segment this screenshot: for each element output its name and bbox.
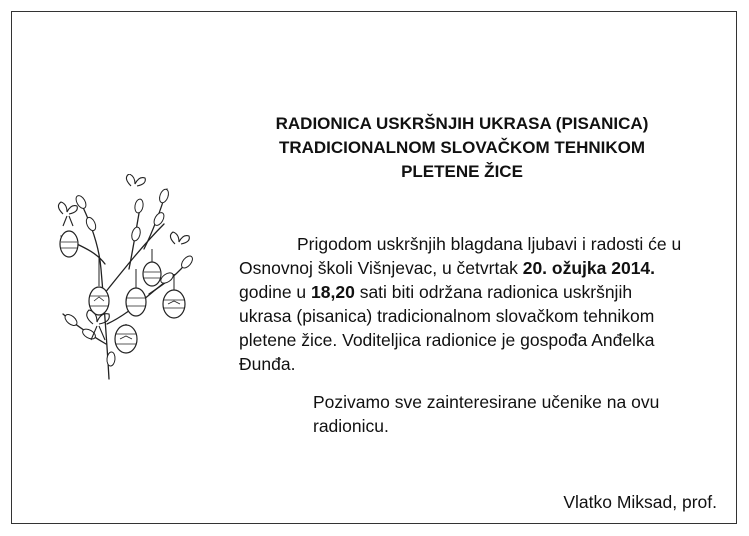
signature: Vlatko Miksad, prof. xyxy=(563,492,717,512)
paragraph-line: pletene žice. Voditeljica radionice je gospođa Anđelka xyxy=(239,330,655,350)
invitation-text xyxy=(313,390,733,438)
announcement-paragraph xyxy=(239,232,742,376)
event-time: 18,20 xyxy=(311,282,355,302)
notice-frame xyxy=(11,11,737,524)
title-line: TRADICIONALNOM SLOVAČKOM TEHNIKOM xyxy=(278,138,646,157)
paragraph-text: godine u xyxy=(239,282,307,302)
page-title xyxy=(237,112,687,184)
invitation-line: Pozivamo sve zainteresirane učenike na ovu xyxy=(313,392,660,412)
paragraph-text: sati biti održana radionica uskršnjih xyxy=(359,282,633,302)
paragraph-line: Đunđa. xyxy=(239,354,296,374)
paragraph-text: Osnovnoj školi Višnjevac, u četvrtak xyxy=(239,258,518,278)
title-line: RADIONICA USKRŠNJIH UKRASA (PISANICA) xyxy=(275,114,649,133)
event-date: 20. ožujka 2014. xyxy=(522,258,656,278)
easter-eggs-on-willow-branches-icon xyxy=(49,174,199,382)
paragraph-line: Prigodom uskršnjih blagdana ljubavi i radosti će u xyxy=(297,234,682,254)
paragraph-line: ukrasa (pisanica) tradicionalnom slovačkom tehnikom xyxy=(239,306,655,326)
paragraph-line xyxy=(239,256,742,280)
invitation-line: radionicu. xyxy=(313,416,389,436)
title-line: PLETENE ŽICE xyxy=(401,162,523,181)
paragraph-line xyxy=(239,280,742,304)
